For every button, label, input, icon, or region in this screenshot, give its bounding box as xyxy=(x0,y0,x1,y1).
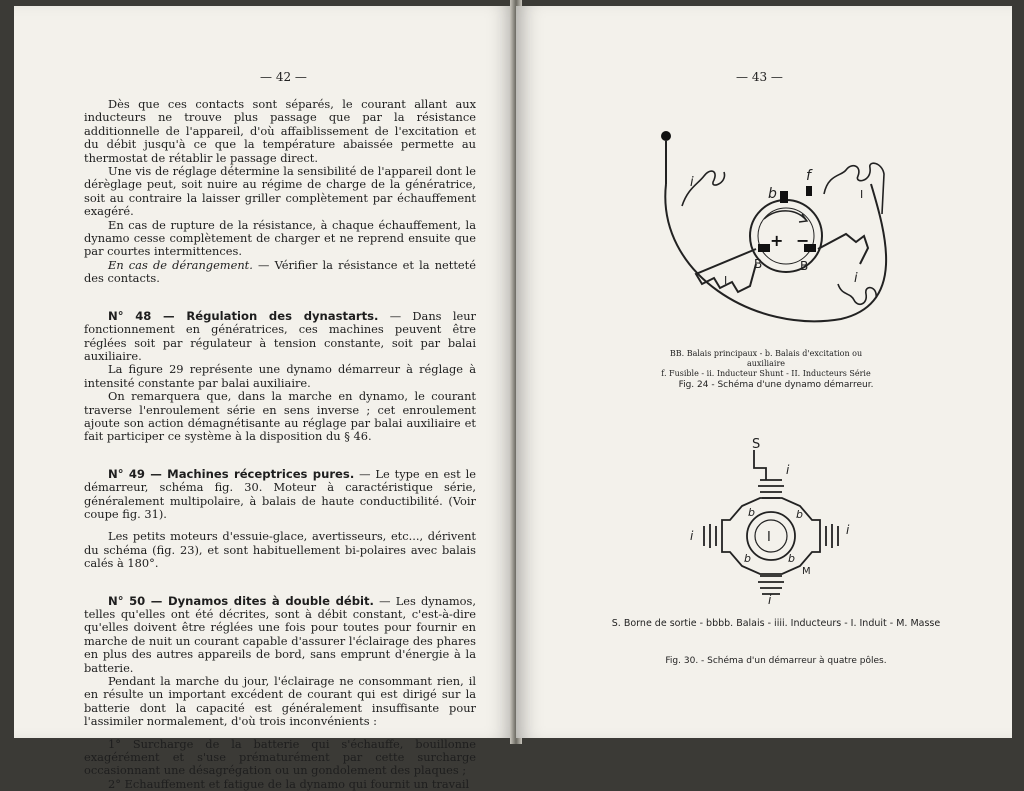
pole-top xyxy=(758,480,784,498)
label-b-left: b xyxy=(744,552,751,565)
pole-right xyxy=(826,524,838,548)
paragraph: Pendant la marche du jour, l'éclairage ne consommant rien, il en résulte un important excédent de courant qui est dirigé sur la batterie dont la capacité est généralement insuffisante pour l'assimiler normalement, d'où trois inconvénients : xyxy=(84,674,476,729)
label-plus: + xyxy=(770,231,784,250)
page-number-right: — 43 — xyxy=(736,70,783,84)
label-i-right: i xyxy=(854,271,858,286)
fig24-legend-line2: f. Fusible - ii. Inducteur Shunt - II. Inducteurs Série xyxy=(661,369,871,378)
paragraph: Les petits moteurs d'essuie-glace, avertisseurs, etc..., dérivent du schéma (fig. 23), et sont habituellement bi-polaires avec balais calés à 180°. xyxy=(84,529,476,571)
label-S: S xyxy=(752,437,761,452)
label-f: f xyxy=(806,168,811,184)
label-B-left: B xyxy=(754,257,763,271)
section-49 xyxy=(84,468,476,522)
paragraph: Dès que ces contacts sont séparés, le courant allant aux inducteurs ne trouve plus passage que par la résistance additionnelle de l'appareil, d'où affaiblissement de l'excitation et du débit jusqu'à ce que la température abaissée permette au thermostat de rétablir le passage direct. xyxy=(84,97,476,165)
page-number-left: — 42 — xyxy=(260,70,307,84)
stator-ring xyxy=(722,498,820,574)
section-49-heading: N° 49 — Machines réceptrices pures. xyxy=(108,466,355,481)
section-49-text: — Le type en est le démarreur, schéma fig. 30. Moteur à caractéristique série, généralement multipolaire, à balais de haute conductibilité. (Voir coupe fig. 31). xyxy=(84,466,476,521)
paragraph: 1° Surcharge de la batterie qui s'échauffe, bouillonne exagérément et s'use prématurément par cette surcharge occasionnant une désagrégation ou un gondolement des plaques ; xyxy=(84,736,476,778)
section-50-text: — Les dynamos, telles qu'elles ont été décrites, sont à débit constant, c'est-à-dire qu'elles doivent être réglées une fois pour toutes pour fournir en marche de nuit un courant capable d'assurer l'éclairage des phares en plus des autres appareils de bord, sans emprunt d'énergie à la batterie. xyxy=(84,593,476,675)
label-I-left: I xyxy=(724,274,728,287)
output-terminal xyxy=(661,131,671,141)
right-page xyxy=(516,6,1012,738)
fig24-diagram xyxy=(646,124,906,344)
fig30-diagram xyxy=(682,434,862,607)
label-i-left: i xyxy=(690,529,694,543)
label-M: M xyxy=(802,566,811,577)
label-b-top: b xyxy=(748,506,755,519)
paragraph: 2° Echauffement et fatigue de la dynamo qui fournit un travail xyxy=(108,776,470,791)
shunt-coil-lower-right xyxy=(838,284,876,304)
paragraph: On remarquera que, dans la marche en dynamo, le courant traverse l'enroulement série en sens inverse ; cet enroulement ajoute son action démagnétisante au réglage par balai auxiliaire et fait participer ce système à la disposition du § 46. xyxy=(84,389,476,444)
section-48 xyxy=(84,310,476,364)
paragraph: En cas de rupture de la résistance, à chaque échauffement, la dynamo cesse complètement de charger et ne reprend ensuite que par courtes intermittences. xyxy=(84,217,476,259)
label-b: b xyxy=(768,186,777,202)
paragraph: La figure 29 représente une dynamo démarreur à réglage à intensité constante par balai auxiliaire. xyxy=(84,362,476,390)
fig30-legend: S. Borne de sortie - bbbb. Balais - iiii. Inducteurs - I. Induit - M. Masse xyxy=(611,618,941,629)
label-i-right: i xyxy=(846,523,850,537)
brush-B-plus xyxy=(758,244,770,252)
fig24-caption: Fig. 24 - Schéma d'une dynamo démarreur. xyxy=(678,380,874,390)
derangement-label: En cas de dérangement. xyxy=(108,257,253,272)
left-page xyxy=(14,6,514,791)
section-50 xyxy=(84,595,476,675)
label-b-bottom: b xyxy=(788,552,795,565)
fig24-legend-line1: BB. Balais principaux - b. Balais d'excitation ou auxiliaire xyxy=(669,349,863,368)
armature-inner xyxy=(755,520,787,552)
paragraph: Une vis de réglage détermine la sensibilité de l'appareil dont le dérèglage peut, soit nuire au régime de charge de la génératrice, soit au contraire la laisser griller complètement par échauffement exagéré. xyxy=(84,164,476,219)
section-50-heading: N° 50 — Dynamos dites à double débit. xyxy=(108,593,374,608)
label-i-top: i xyxy=(786,463,790,477)
paragraph xyxy=(84,259,476,286)
fig24-legend xyxy=(656,349,876,379)
output-lead xyxy=(754,450,766,480)
shunt-coil-upper-right xyxy=(824,163,884,214)
series-winding-right xyxy=(818,234,868,264)
left-page-text xyxy=(84,98,476,791)
section-48-text: — Dans leur fonctionnement en génératrices, ces machines peuvent être réglées soit par régulateur à tension constante, soit par balai auxiliaire. xyxy=(84,308,476,363)
derangement-text: — Vérifier la résistance et la netteté des contacts. xyxy=(84,257,476,286)
label-i-left: i xyxy=(690,175,694,190)
label-B-right: B xyxy=(800,259,809,273)
outer-frame xyxy=(665,184,886,321)
label-I-right: I xyxy=(860,188,864,201)
shunt-coil-upper-left xyxy=(682,171,725,206)
pole-left xyxy=(704,524,716,548)
brush-b-aux xyxy=(780,191,788,203)
label-minus: − xyxy=(796,231,810,250)
label-b-right: b xyxy=(796,508,803,521)
fig30-caption: Fig. 30. - Schéma d'un démarreur à quatre pôles. xyxy=(665,656,887,666)
label-I: I xyxy=(767,530,771,545)
section-48-heading: N° 48 — Régulation des dynastarts. xyxy=(108,308,379,323)
pole-bottom xyxy=(758,576,784,594)
label-i-bottom: i xyxy=(768,593,772,607)
fuse xyxy=(806,186,812,196)
